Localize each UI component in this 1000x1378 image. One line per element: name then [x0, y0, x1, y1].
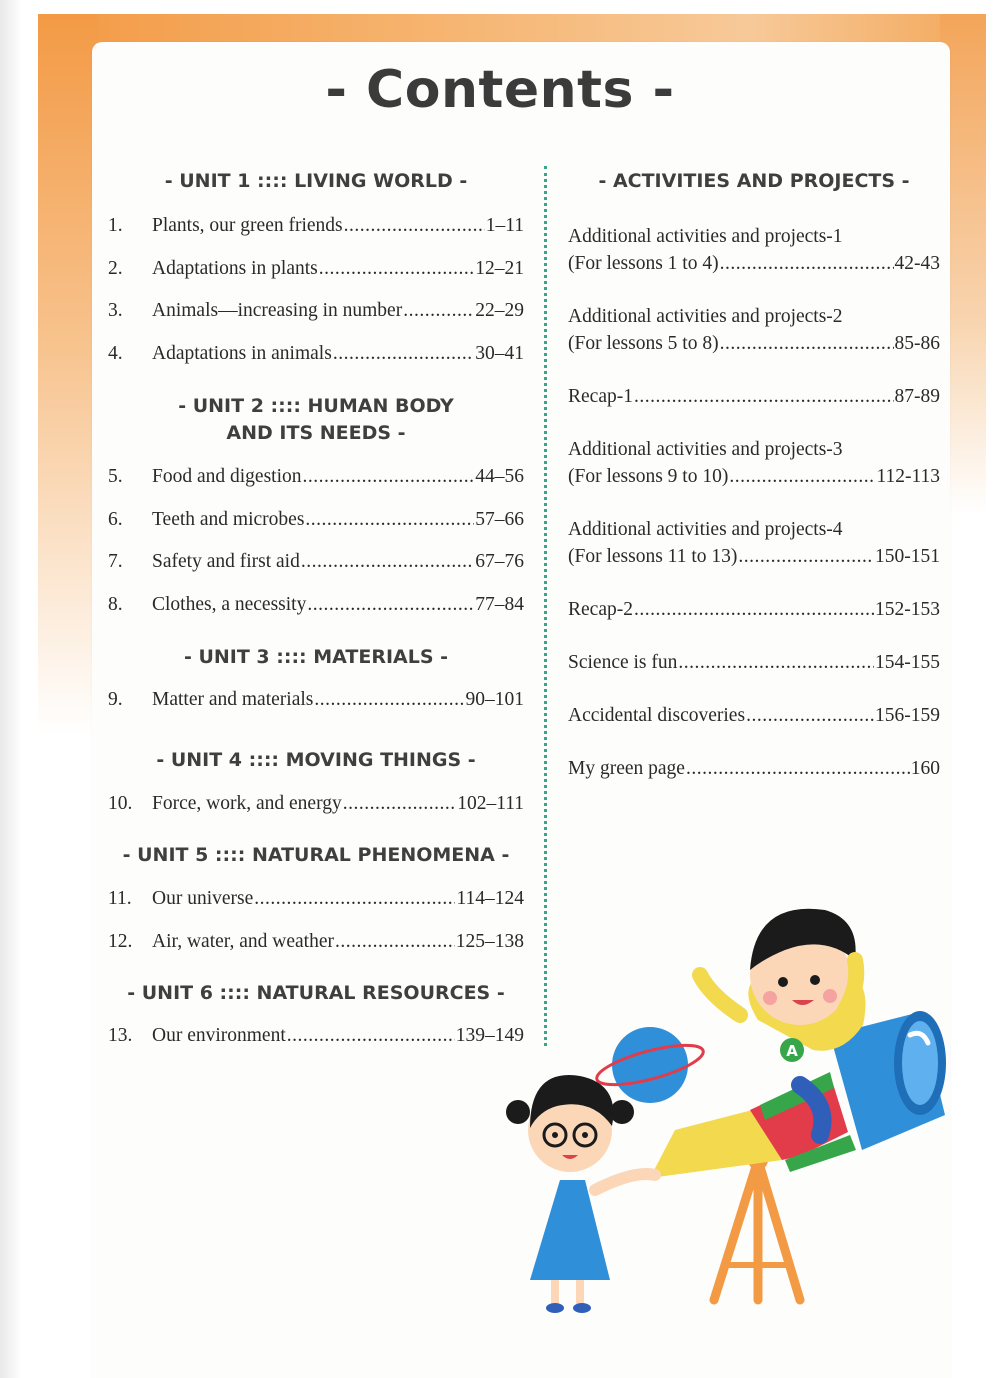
lesson-number: 5.	[108, 466, 123, 487]
tripod	[714, 1160, 800, 1300]
page-range: 139–149	[455, 1025, 524, 1046]
dot-leader	[333, 341, 474, 367]
dot-leader	[287, 1023, 455, 1049]
toc-entry[interactable]	[568, 331, 940, 357]
toc-entry[interactable]	[108, 464, 524, 490]
dot-leader	[634, 597, 874, 623]
toc-entry[interactable]	[108, 213, 524, 239]
lesson-number: 13.	[108, 1025, 133, 1046]
toc-entry[interactable]	[108, 507, 524, 533]
lesson-title: Food and digestion	[152, 466, 302, 487]
dot-leader	[678, 650, 874, 676]
lesson-number: 6.	[108, 509, 123, 530]
toc-entry[interactable]	[568, 464, 940, 490]
lesson-title: Safety and first aid	[152, 551, 300, 572]
page-range: 154-155	[875, 652, 940, 673]
toc-entry[interactable]	[108, 298, 524, 324]
dot-leader	[720, 331, 894, 357]
lesson-title: Air, water, and weather	[152, 931, 334, 952]
toc-entry[interactable]	[108, 791, 524, 817]
lesson-title: Teeth and microbes	[152, 509, 305, 530]
dot-leader	[314, 687, 464, 713]
unit-4-heading: - UNIT 4 :::: MOVING THINGS -	[156, 749, 476, 771]
lesson-number: 12.	[108, 931, 133, 952]
girl-figure	[506, 1075, 655, 1313]
page-range: 152-153	[875, 599, 940, 620]
toc-entry[interactable]	[108, 886, 524, 912]
page-range: 90–101	[465, 689, 524, 710]
toc-entry[interactable]	[568, 544, 940, 570]
activity-title: Additional activities and projects-2	[568, 306, 843, 327]
page-range: 150-151	[875, 546, 940, 567]
dot-leader	[343, 791, 456, 817]
lesson-title: Clothes, a necessity	[152, 594, 307, 615]
dot-leader	[301, 549, 474, 575]
lesson-title: Adaptations in plants	[152, 258, 318, 279]
page-range: 85-86	[894, 333, 940, 354]
recap-title: Recap-1	[568, 386, 633, 407]
toc-entry[interactable]	[568, 597, 940, 623]
activity-lessons: (For lessons 1 to 4)	[568, 253, 719, 274]
section-title: Science is fun	[568, 652, 678, 673]
unit-3-heading: - UNIT 3 :::: MATERIALS -	[183, 646, 449, 668]
lesson-number: 11.	[108, 888, 132, 909]
toc-entry[interactable]	[108, 549, 524, 575]
activity-lessons: (For lessons 9 to 10)	[568, 466, 729, 487]
lesson-number: 7.	[108, 551, 123, 572]
dot-leader	[254, 886, 455, 912]
page-range: 156-159	[875, 705, 940, 726]
dot-leader	[686, 756, 910, 782]
lesson-title: Plants, our green friends	[152, 215, 343, 236]
page-range: 160	[910, 758, 940, 779]
page-range: 1–11	[485, 215, 524, 236]
activity-title: Additional activities and projects-1	[568, 226, 843, 247]
dot-leader	[305, 507, 474, 533]
activities-heading: - ACTIVITIES AND PROJECTS -	[598, 170, 910, 192]
scan-edge	[0, 0, 22, 1378]
toc-entry[interactable]	[568, 756, 940, 782]
page-range: 44–56	[475, 466, 524, 487]
dot-leader	[403, 298, 474, 324]
toc-entry[interactable]	[108, 256, 524, 282]
dot-leader	[303, 464, 475, 490]
lesson-title: Matter and materials	[152, 689, 314, 710]
toc-entry[interactable]	[568, 650, 940, 676]
planet-icon	[593, 1027, 706, 1103]
lesson-title: Our universe	[152, 888, 254, 909]
page-range: 67–76	[475, 551, 524, 572]
lesson-title: Animals—increasing in number	[152, 300, 403, 321]
lesson-title: Adaptations in animals	[152, 343, 332, 364]
dot-leader	[344, 213, 485, 239]
page-range: 125–138	[455, 931, 524, 952]
page-range: 22–29	[475, 300, 524, 321]
toc-entry[interactable]	[568, 384, 940, 410]
toc-entry[interactable]	[108, 341, 524, 367]
unit-2-heading-line2: AND ITS NEEDS -	[226, 422, 406, 444]
shirt-letter: A	[786, 1042, 798, 1060]
lesson-title: Force, work, and energy	[152, 793, 342, 814]
unit-2-heading	[108, 393, 524, 447]
lesson-number: 8.	[108, 594, 123, 615]
dot-leader	[729, 464, 875, 490]
dot-leader	[335, 929, 455, 955]
page-range: 114–124	[456, 888, 524, 909]
dot-leader	[738, 544, 874, 570]
lesson-number: 10.	[108, 793, 133, 814]
toc-entry[interactable]	[108, 1023, 524, 1049]
toc-entry[interactable]	[568, 251, 940, 277]
kids-telescope-illustration	[500, 860, 970, 1320]
activity-title: Additional activities and projects-3	[568, 439, 843, 460]
page-range: 12–21	[475, 258, 524, 279]
lesson-number: 9.	[108, 689, 123, 710]
toc-entry[interactable]	[108, 687, 524, 713]
dot-leader	[319, 256, 475, 282]
toc-entry[interactable]	[568, 703, 940, 729]
page-range: 77–84	[475, 594, 524, 615]
page-title: - Contents -	[325, 60, 675, 120]
unit-5-heading: - UNIT 5 :::: NATURAL PHENOMENA -	[122, 844, 510, 866]
lesson-number: 1.	[108, 215, 123, 236]
lesson-title: Our environment	[152, 1025, 286, 1046]
unit-1-heading: - UNIT 1 :::: LIVING WORLD -	[164, 170, 468, 192]
activity-lessons: (For lessons 5 to 8)	[568, 333, 719, 354]
page-range: 30–41	[475, 343, 524, 364]
toc-entry[interactable]	[108, 592, 524, 618]
unit-2-heading-line1: - UNIT 2 :::: HUMAN BODY	[178, 395, 454, 417]
section-title: Accidental discoveries	[568, 705, 746, 726]
lesson-number: 2.	[108, 258, 123, 279]
orange-left-band	[38, 14, 98, 734]
activity-title: Additional activities and projects-4	[568, 519, 843, 540]
recap-title: Recap-2	[568, 599, 633, 620]
dot-leader	[720, 251, 894, 277]
dot-leader	[634, 384, 894, 410]
dot-leader	[746, 703, 874, 729]
section-title: My green page	[568, 758, 685, 779]
page-range: 87-89	[894, 386, 940, 407]
dot-leader	[307, 592, 474, 618]
toc-entry[interactable]	[108, 929, 524, 955]
activity-lessons: (For lessons 11 to 13)	[568, 546, 738, 567]
lesson-number: 3.	[108, 300, 123, 321]
page-range: 57–66	[475, 509, 524, 530]
page-range: 42-43	[894, 253, 940, 274]
page-range: 102–111	[457, 793, 524, 814]
page-range: 112-113	[876, 466, 940, 487]
unit-6-heading: - UNIT 6 :::: NATURAL RESOURCES -	[127, 982, 505, 1004]
lesson-number: 4.	[108, 343, 123, 364]
